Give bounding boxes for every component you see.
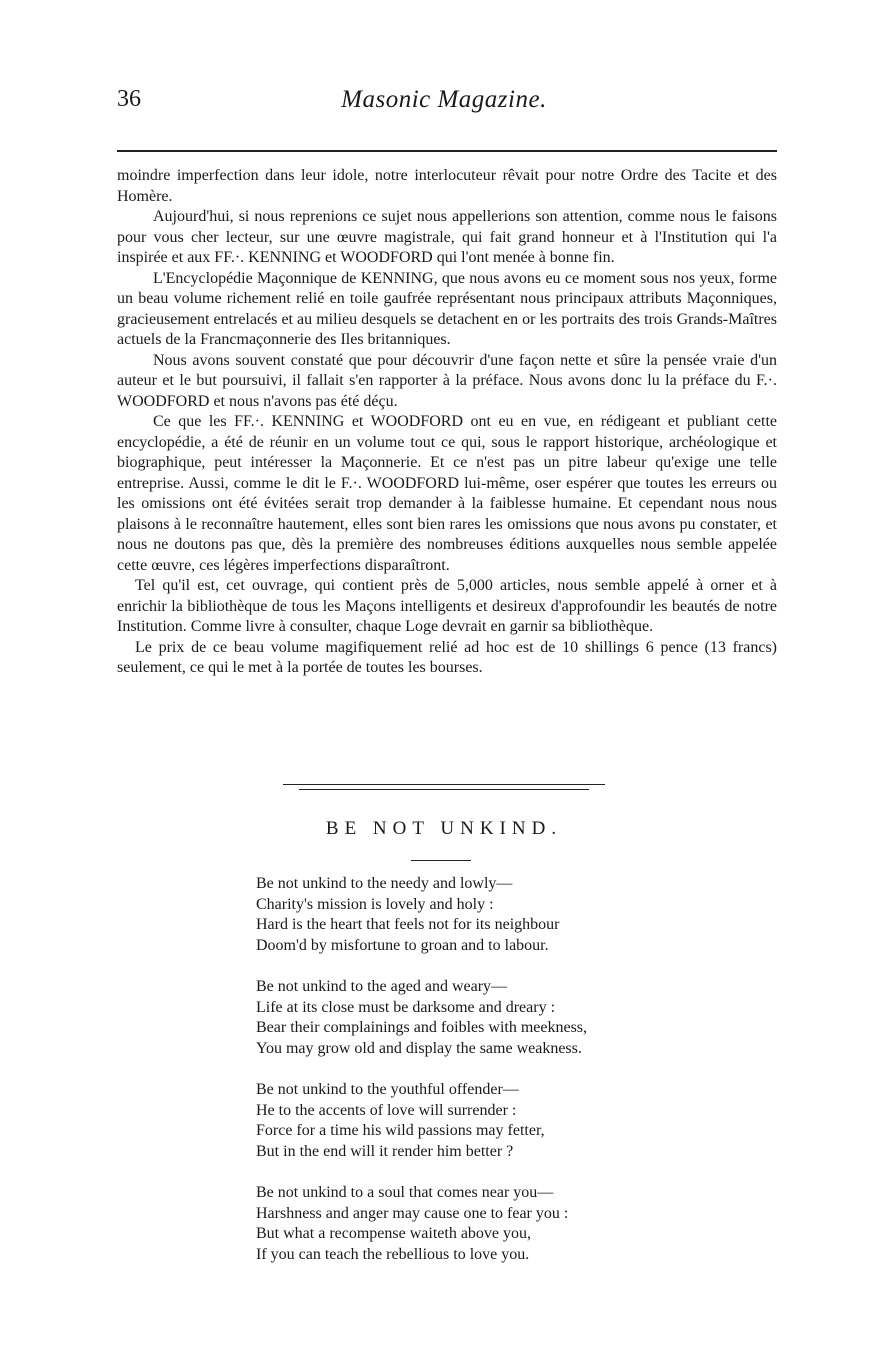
- stanza: [256, 977, 676, 1059]
- paragraph: Ce que les FF.·. KENNING et WOODFORD ont eu en vue, en rédigeant et publiant cette encyclopédie, a été de réunir en un volume tout ce qui, sous le rapport historique, archéologique et biographique, peut intéresser la Maçonnerie. Et ce n'est pas un pitre labeur qu'exige une telle entreprise. Aussi, comme le dit le F.·. WOODFORD lui-même, oser espérer que toutes les erreurs ou les omissions ont été évitées serait trop demander à la faiblesse humaine. Et cependant nous nous plaisons à le reconnaître hautement, elles sont bien rares les omissions que nous avons pu constater, et nous ne doutons pas que, dès la première des nombreuses éditions auxquelles nous semble appelée cette œuvre, ces légères imperfections disparaîtront.: [117, 413, 777, 574]
- paragraph: Aujourd'hui, si nous reprenions ce sujet nous appellerions son attention, comme nous le faisons pour vous cher lecteur, sur une œuvre magistrale, qui fait grand honneur et à l'Institution qui l'a inspirée et aux FF.·. KENNING et WOODFORD qui l'ont menée à bonne fin.: [117, 208, 777, 266]
- poem-line: But in the end will it render him better ?: [256, 1142, 514, 1160]
- paragraph: Nous avons souvent constaté que pour découvrir d'une façon nette et sûre la pensée vraie d'un auteur et le but poursuivi, il fallait s'en rapporter à la préface. Nous avons donc lu la préface du F.·. WOODFORD et nous n'avons pas été déçu.: [117, 351, 777, 410]
- paragraph: Le prix de ce beau volume magifiquement relié ad hoc est de 10 shillings 6 pence (13 francs) seulement, ce qui le met à la portée de toutes les bourses.: [117, 638, 777, 676]
- poem-line: He to the accents of love will surrender :: [256, 1101, 517, 1119]
- poem-line: Bear their complainings and foibles with meekness,: [256, 1019, 588, 1036]
- header-rule: [117, 150, 777, 152]
- section-separator: [283, 784, 605, 790]
- poem-line: Be not unkind to the needy and lowly—: [256, 875, 513, 892]
- poem: [256, 874, 676, 1286]
- poem-line: Life at its close must be darksome and dreary :: [256, 998, 556, 1016]
- poem-line: Be not unkind to the youthful offender—: [256, 1081, 519, 1098]
- poem-line: But what a recompense waiteth above you,: [256, 1225, 532, 1242]
- separator-rule: [299, 789, 589, 790]
- poem-line: Doom'd by misfortune to groan and to labour.: [256, 936, 549, 954]
- poem-title-rule: [411, 860, 471, 861]
- separator-rule: [283, 784, 605, 785]
- poem-line: Hard is the heart that feels not for its neighbour: [256, 916, 560, 933]
- poem-line: Charity's mission is lovely and holy :: [256, 895, 494, 913]
- paragraph: moindre imperfection dans leur idole, notre interlocuteur rêvait pour notre Ordre des Tacite et des Homère.: [117, 167, 777, 205]
- poem-line: Be not unkind to a soul that comes near you—: [256, 1184, 554, 1201]
- stanza: [256, 874, 676, 956]
- running-title: Masonic Magazine.: [341, 86, 547, 113]
- poem-title: BE NOT UNKIND.: [325, 818, 563, 839]
- poem-line: Harshness and anger may cause one to fear you :: [256, 1204, 569, 1222]
- poem-line: If you can teach the rebellious to love you.: [256, 1245, 530, 1263]
- poem-line: Be not unkind to the aged and weary—: [256, 978, 508, 995]
- page-number: 36: [117, 86, 141, 112]
- stanza: [256, 1183, 676, 1265]
- article-body: [117, 166, 777, 679]
- poem-line: You may grow old and display the same weakness.: [256, 1039, 582, 1057]
- poem-line: Force for a time his wild passions may fetter,: [256, 1122, 545, 1139]
- stanza: [256, 1080, 676, 1162]
- paragraph: L'Encyclopédie Maçonnique de KENNING, que nous avons eu ce moment sous nos yeux, forme un beau volume richement relié en toile gaufrée représentant nous principaux attributs Maçonniques, gracieusement entrelacés et au milieu desquels se detachent en or les portraits des trois Grands-Maîtres actuels de la Francmaçonnerie des Iles britanniques.: [117, 269, 777, 348]
- paragraph: Tel qu'il est, cet ouvrage, qui contient près de 5,000 articles, nous semble appelé à orner et à enrichir la bibliothèque de tous les Maçons intelligents et desireux d'approfoundir les beautés de notre Institution. Comme livre à consulter, chaque Loge devrait en garnir sa bibliothèque.: [117, 577, 777, 635]
